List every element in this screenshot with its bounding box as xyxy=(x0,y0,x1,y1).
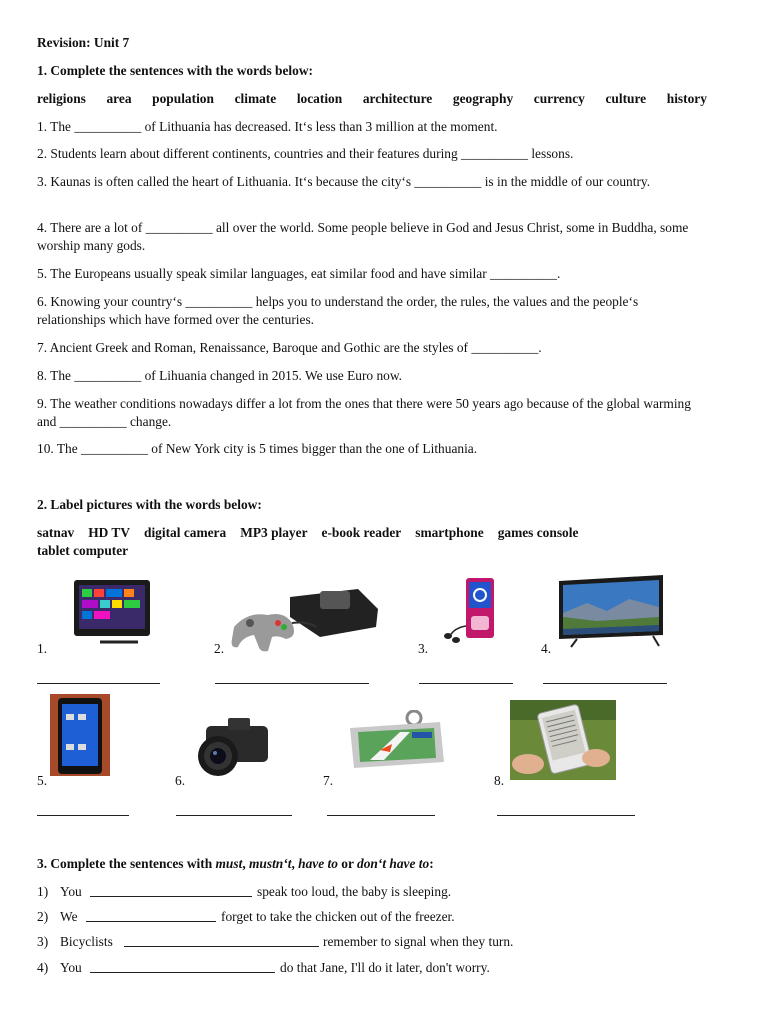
word: climate xyxy=(234,91,277,106)
ex3-item-rest: remember to signal when they turn. xyxy=(323,934,514,949)
word: MP3 player xyxy=(240,525,308,540)
picture-number: 7. xyxy=(323,773,334,788)
word: satnav xyxy=(37,525,75,540)
smartphone-image xyxy=(50,694,110,776)
word: area xyxy=(106,91,132,106)
ex3-item-rest: do that Jane, I'll do it later, don't worry. xyxy=(280,960,490,975)
picture-number: 3. xyxy=(418,641,429,656)
ex3-item-subject: Bicyclists xyxy=(60,934,113,949)
e-book-reader-image xyxy=(510,700,616,780)
answer-blank[interactable] xyxy=(419,683,513,684)
word: smartphone xyxy=(415,525,484,540)
heading-modal: have to xyxy=(298,856,338,871)
answer-blank[interactable] xyxy=(90,896,252,897)
heading-text: or xyxy=(337,856,358,871)
page-title: Revision: Unit 7 xyxy=(37,35,130,50)
ex2-heading: 2. Label pictures with the words below: xyxy=(37,497,262,512)
answer-blank[interactable] xyxy=(215,683,369,684)
picture-number: 6. xyxy=(175,773,186,788)
ex1-sentence: 2. Students learn about different continents, countries and their features during __________ lessons. xyxy=(37,146,574,161)
ex1-sentence: 5. The Europeans usually speak similar languages, eat similar food and have similar __________. xyxy=(37,266,561,281)
word: history xyxy=(666,91,707,106)
games-console-image xyxy=(228,577,380,655)
word: culture xyxy=(605,91,647,106)
ex2-word-bank xyxy=(37,524,578,542)
heading-text: , xyxy=(291,856,299,871)
word: architecture xyxy=(362,91,433,106)
ex2-word-bank-line2: tablet computer xyxy=(37,543,129,558)
word: population xyxy=(152,91,214,106)
answer-blank[interactable] xyxy=(497,815,635,816)
word: digital camera xyxy=(144,525,227,540)
answer-blank[interactable] xyxy=(90,972,275,973)
ex3-item-subject: You xyxy=(60,960,82,975)
word: games console xyxy=(497,525,579,540)
mp3-player-image xyxy=(440,576,502,644)
answer-blank[interactable] xyxy=(37,683,160,684)
heading-text: 3. Complete the sentences with xyxy=(37,856,216,871)
ex1-sentence: 6. Knowing your country‘s __________ helps you to understand the order, the rules, the values and the people‘s relationships which have formed over the centuries. xyxy=(37,294,639,327)
answer-blank[interactable] xyxy=(37,815,129,816)
ex1-sentence: 9. The weather conditions nowadays differ a lot from the ones that there were 50 years ago because of the global warming and __________ change. xyxy=(37,396,691,429)
ex3-item-number: 4) xyxy=(37,960,49,975)
ex1-sentence: 7. Ancient Greek and Roman, Renaissance, Baroque and Gothic are the styles of __________. xyxy=(37,340,542,355)
ex3-item-number: 2) xyxy=(37,909,49,924)
heading-modal: don‘t have to xyxy=(357,856,430,871)
word: religions xyxy=(37,91,86,106)
ex1-sentence: 3. Kaunas is often called the heart of Lithuania. It‘s because the city‘s __________ is in the middle of our country. xyxy=(37,174,651,189)
heading-text: , xyxy=(242,856,250,871)
ex3-item-subject: You xyxy=(60,884,82,899)
tablet-computer-image xyxy=(72,578,154,648)
picture-number: 1. xyxy=(37,641,48,656)
heading-modal: mustn‘t xyxy=(249,856,292,871)
ex3-item-number: 1) xyxy=(37,884,49,899)
picture-number: 2. xyxy=(214,641,225,656)
ex3-item-rest: forget to take the chicken out of the freezer. xyxy=(221,909,455,924)
answer-blank[interactable] xyxy=(327,815,435,816)
word: HD TV xyxy=(88,525,131,540)
ex1-sentence: 8. The __________ of Lihuania changed in 2015. We use Euro now. xyxy=(37,368,402,383)
ex1-sentence: 4. There are a lot of __________ all over the world. Some people believe in God and Jesus Christ, some in Buddha, some worship many gods. xyxy=(37,220,689,253)
heading-text: : xyxy=(429,856,434,871)
word: geography xyxy=(452,91,514,106)
ex1-sentence: 10. The __________ of New York city is 5 times bigger than the one of Lithuania. xyxy=(37,441,478,456)
heading-modal: must xyxy=(215,856,243,871)
answer-blank[interactable] xyxy=(86,921,216,922)
ex3-item-subject: We xyxy=(60,909,78,924)
picture-number: 5. xyxy=(37,773,48,788)
picture-number: 4. xyxy=(541,641,552,656)
ex1-sentence: 1. The __________ of Lithuania has decreased. It‘s less than 3 million at the moment. xyxy=(37,119,498,134)
ex1-heading: 1. Complete the sentences with the words below: xyxy=(37,63,313,78)
ex1-word-bank xyxy=(37,90,707,108)
word: e-book reader xyxy=(321,525,402,540)
ex3-heading xyxy=(37,855,434,873)
satnav-image xyxy=(340,710,450,772)
answer-blank[interactable] xyxy=(543,683,667,684)
word: currency xyxy=(533,91,585,106)
ex3-item-rest: speak too loud, the baby is sleeping. xyxy=(257,884,452,899)
answer-blank[interactable] xyxy=(176,815,292,816)
hd-tv-image xyxy=(557,573,665,649)
answer-blank[interactable] xyxy=(124,946,319,947)
word: location xyxy=(296,91,343,106)
ex3-item-number: 3) xyxy=(37,934,49,949)
digital-camera-image xyxy=(192,716,274,780)
picture-number: 8. xyxy=(494,773,505,788)
